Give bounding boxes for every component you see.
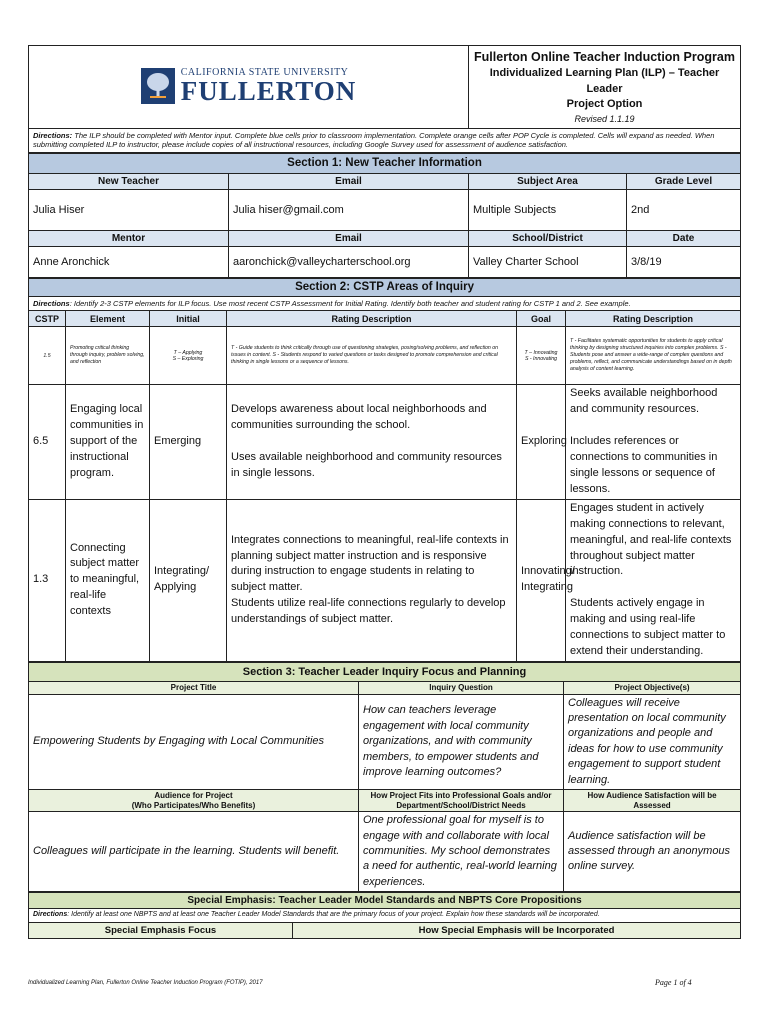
initial-rating-description[interactable]: Develops awareness about local neighborhoods and communities surrounding the school. Uses available neighborhood and community resources in single lessons. [227,385,517,500]
header-special-emphasis-incorporated: How Special Emphasis will be Incorporated [293,922,741,938]
project-title[interactable]: Empowering Students by Engaging with Local Communities [29,694,359,789]
grade-level[interactable]: 2nd [627,189,741,230]
header-audience-satisfaction: How Audience Satisfaction will be Assessed [564,790,741,812]
cstp-element[interactable]: Engaging local communities in support of the instructional program. [66,385,150,500]
special-emphasis-directions: Directions: Identify at least one NBPTS and at least one Teacher Leader Model Standards that are the primary focus of your project. Explain how these standards will be incorporated. [29,909,741,923]
header-rating-description-initial: Rating Description [227,311,517,327]
header-table [28,45,741,153]
header-project-fits: How Project Fits into Professional Goals and/or Department/School/District Needs [359,790,564,812]
header-initial: Initial [150,311,227,327]
inquiry-question[interactable]: How can teachers leverage engagement with local community organizations, and with community members, to empower students and improve learning outcomes? [359,694,564,789]
example-goal: T – Innovating S - Innovating [517,327,566,385]
example-row [29,327,741,385]
header-mentor-email: Email [229,230,469,246]
mentor-email[interactable]: aaronchick@valleycharterschool.org [229,246,469,277]
header-special-emphasis-focus: Special Emphasis Focus [29,922,293,938]
section2-table [28,278,741,662]
program-title-cell [469,46,741,129]
header-project-title: Project Title [29,682,359,695]
example-rating-goal: T - Facilitates systematic opportunities for students to apply critical thinking by designing structured inquiries into complex problems. S - Students pose and answer a wide-range of complex questions and problems, reflect, and communicate understandings based on in depth analysis of content learning. [566,327,741,385]
plan-title: Individualized Learning Plan (ILP) – Teacher Leader [489,67,720,95]
program-name: Fullerton Online Teacher Induction Program [474,49,735,64]
tree-seal-icon [141,68,175,104]
section1-title: Section 1: New Teacher Information [29,153,741,173]
header-date: Date [627,230,741,246]
header-project-objectives: Project Objective(s) [564,682,741,695]
cstp-number[interactable]: 1.3 [29,499,66,661]
logo-top-text: CALIFORNIA STATE UNIVERSITY [180,66,349,78]
header-rating-description-goal: Rating Description [566,311,741,327]
school-district[interactable]: Valley Charter School [469,246,627,277]
project-option: Project Option [566,98,643,111]
initial-rating[interactable]: Emerging [150,385,227,500]
special-emphasis-table [28,892,741,939]
header-subject-area: Subject Area [469,173,627,189]
date[interactable]: 3/8/19 [627,246,741,277]
special-emphasis-title: Special Emphasis: Teacher Leader Model Standards and NBPTS Core Propositions [29,893,741,909]
revision-date: Revised 1.1.19 [574,113,635,124]
section1-table [28,153,741,278]
header-goal: Goal [517,311,566,327]
section2-directions: Directions: Identify 2-3 CSTP elements for ILP focus. Use most recent CSTP Assessment for Initial Rating. Identify both teacher and student rating for CSTP 1 and 2. See example. [29,296,741,310]
cstp-element[interactable]: Connecting subject matter to meaningful, real-life contexts [66,499,150,661]
audience-satisfaction[interactable]: Audience satisfaction will be assessed through an anonymous online survey. [564,812,741,892]
header-inquiry-question: Inquiry Question [359,682,564,695]
professional-goals-fit[interactable]: One professional goal for myself is to engage with and collaborate with local communities. My school demonstrates a need for authentic, real-world learning experiences. [359,812,564,892]
logo-cell [29,46,469,129]
example-element: Promoting critical thinking through inquiry, problem solving, and reflection [66,327,150,385]
university-logo [141,68,357,105]
goal-rating[interactable]: Exploring [517,385,566,500]
header-mentor: Mentor [29,230,229,246]
mentor-name[interactable]: Anne Aronchick [29,246,229,277]
initial-rating-description[interactable]: Integrates connections to meaningful, real-life contexts in planning subject matter instruction and is responsive during instruction to engage students in relating to subject matter. Students utilize real-life connections regularly to develop understandings of subject matter. [227,499,517,661]
header-audience: Audience for Project (Who Participates/Who Benefits) [29,790,359,812]
header-cstp: CSTP [29,311,66,327]
cstp-number[interactable]: 6.5 [29,385,66,500]
example-rating-initial: T - Guide students to think critically through use of questioning strategies, posing/solving problems, and reflection on issues in content. S - Students respond to varied questions or tasks designed to promote comprehension and critical thinking in single lessons or a sequence of lessons. [227,327,517,385]
header-element: Element [66,311,150,327]
ilp-document [28,45,740,939]
initial-rating[interactable]: Integrating/ Applying [150,499,227,661]
project-objective[interactable]: Colleagues will receive presentation on local community organizations and people and ideas for how to use community engagement to support student learning. [564,694,741,789]
example-initial: T – Applying S – Exploring [150,327,227,385]
subject-area[interactable]: Multiple Subjects [469,189,627,230]
logo-main-text: FULLERTON [180,75,357,106]
header-grade-level: Grade Level [627,173,741,189]
section2-title: Section 2: CSTP Areas of Inquiry [29,278,741,296]
goal-rating-description[interactable]: Seeks available neighborhood and community resources. Includes references or connections to communities in single lessons or sequence of lessons. [566,385,741,500]
footer-document-info: Individualized Learning Plan, Fullerton Online Teacher Induction Program (FOTIP), 2017 [28,980,263,986]
audience[interactable]: Colleagues will participate in the learning. Students will benefit. [29,812,359,892]
goal-rating[interactable]: Innovating/ Integrating [517,499,566,661]
header-new-teacher: New Teacher [29,173,229,189]
example-cstp: 1.5 [29,327,66,385]
table-row [29,499,741,661]
section3-table [28,662,741,892]
top-directions: Directions: The ILP should be completed with Mentor input. Complete blue cells prior to classroom implementation. Complete orange cells after POP Cycle is completed. Cells will expand as needed. When submitting completed ILP to instructor, please include copies of all instructional resources, including Google Survey used for assessment of audience satisfaction. [29,129,741,153]
header-email: Email [229,173,469,189]
table-row [29,385,741,500]
goal-rating-description[interactable]: Engages student in actively making connections to relevant, meaningful, and real-life contexts throughout subject matter instruction. Students actively engage in making and using real-life connections to subject matter to extend their understanding. [566,499,741,661]
page-number: Page 1 of 4 [655,978,692,987]
new-teacher-name[interactable]: Julia Hiser [29,189,229,230]
header-school-district: School/District [469,230,627,246]
section3-title: Section 3: Teacher Leader Inquiry Focus and Planning [29,663,741,682]
teacher-email[interactable]: Julia hiser@gmail.com [229,189,469,230]
